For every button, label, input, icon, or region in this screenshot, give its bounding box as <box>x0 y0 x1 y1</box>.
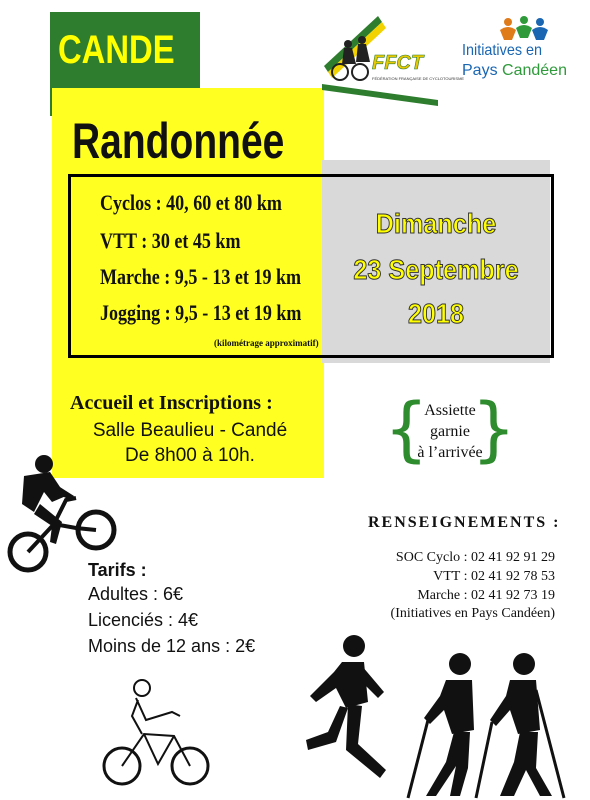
right-brace-icon: } <box>471 388 516 470</box>
left-brace-icon: { <box>384 388 429 470</box>
nordic-walkers-icon <box>394 650 574 800</box>
initiatives-logo-pays: Pays <box>462 62 503 79</box>
distance-note: (kilométrage approximatif) <box>214 338 319 348</box>
distance-jogging: Jogging : 9,5 - 13 et 19 km <box>100 300 302 325</box>
distance-vtt: VTT : 30 et 45 km <box>100 228 241 253</box>
contact-marche: Marche : 02 41 92 73 19 <box>417 588 555 603</box>
accueil-title: Accueil et Inscriptions : <box>70 392 273 414</box>
accueil-hours: De 8h00 à 10h. <box>125 445 255 466</box>
accueil-location: Salle Beaulieu - Candé <box>92 420 288 441</box>
distance-cyclos: Cyclos : 40, 60 et 80 km <box>100 190 282 215</box>
assiette-line: garnie <box>430 423 470 440</box>
tarifs-title: Tarifs : <box>88 560 147 580</box>
date-year: 2018 <box>407 298 465 329</box>
road-cyclist-icon <box>102 676 212 794</box>
contact-initiatives: (Initiatives en Pays Candéen) <box>390 606 555 621</box>
mountain-biker-icon <box>4 452 122 580</box>
assiette-line: Assiette <box>424 402 476 419</box>
initiatives-logo-line1: Initiatives en <box>462 42 543 59</box>
assiette-line: à l’arrivée <box>417 444 483 461</box>
distance-marche: Marche : 9,5 - 13 et 19 km <box>100 264 302 289</box>
date-day: Dimanche <box>375 208 497 239</box>
tarif-adultes: Adultes : 6€ <box>88 584 184 604</box>
tarif-moins-12: Moins de 12 ans : 2€ <box>88 636 256 656</box>
contact-vtt: VTT : 02 41 92 78 53 <box>433 569 555 584</box>
renseignements-title: RENSEIGNEMENTS : <box>368 514 561 531</box>
ffct-logo-subtitle: FÉDÉRATION FRANÇAISE DE CYCLOTOURISME <box>372 76 465 81</box>
ffct-logo-name: FFCT <box>372 52 424 74</box>
initiatives-logo-candeen: Candéen <box>502 62 567 79</box>
contact-soc-cyclo: SOC Cyclo : 02 41 92 91 29 <box>395 550 555 565</box>
assiette-note <box>384 388 516 484</box>
date-day-month: 23 Septembre <box>353 254 519 285</box>
initiatives-logo-line2 <box>462 62 567 80</box>
tarif-licencies: Licenciés : 4€ <box>88 610 199 630</box>
runner-icon <box>296 632 396 792</box>
event-title: Randonnée <box>72 113 285 169</box>
town-title: CANDE <box>58 28 175 72</box>
